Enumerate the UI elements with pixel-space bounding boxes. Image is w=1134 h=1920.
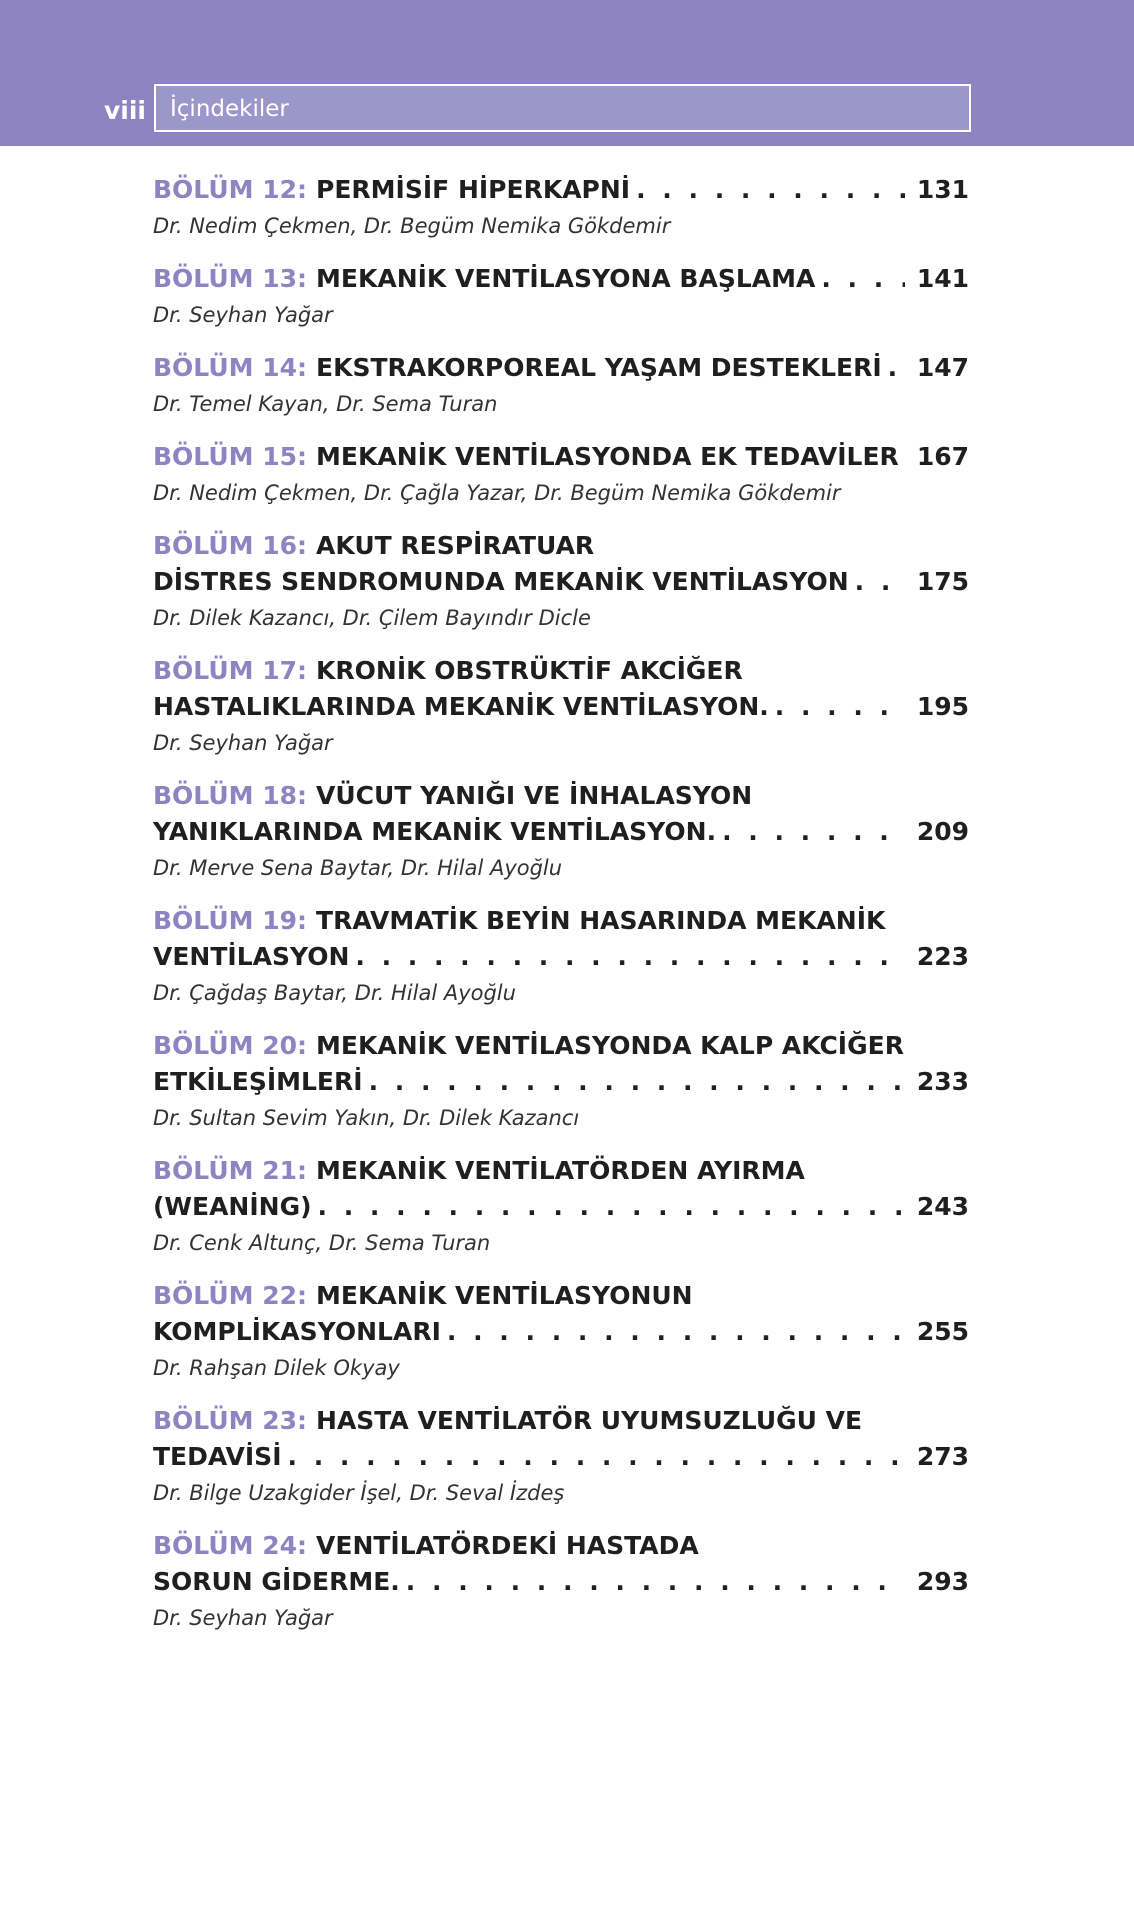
chapter-title: VÜCUT YANIĞI VE İNHALASYON xyxy=(316,781,753,810)
toc-entry[interactable] xyxy=(153,1153,969,1261)
chapter-title: VENTİLASYON xyxy=(153,942,350,971)
toc-entry[interactable] xyxy=(153,350,969,422)
toc-title-line xyxy=(153,528,969,564)
chapter-label: BÖLÜM 23: xyxy=(153,1406,308,1435)
section-title-box xyxy=(154,84,971,132)
chapter-page-number: 223 xyxy=(916,942,969,971)
chapter-title: (WEANİNG) xyxy=(153,1192,312,1221)
chapter-label: BÖLÜM 22: xyxy=(153,1281,308,1310)
dot-leader xyxy=(722,814,905,850)
toc-title-line xyxy=(153,1189,969,1225)
dot-leader xyxy=(821,261,904,297)
dot-leader xyxy=(775,689,905,725)
toc-title-line xyxy=(153,439,969,475)
chapter-authors: Dr. Rahşan Dilek Okyay xyxy=(153,1356,400,1380)
chapter-label: BÖLÜM 14: xyxy=(153,353,308,382)
toc-title-line xyxy=(153,1064,969,1100)
toc-entry[interactable] xyxy=(153,1278,969,1386)
toc-title-line xyxy=(153,261,969,297)
chapter-title: TRAVMATİK BEYİN HASARINDA MEKANİK xyxy=(316,906,886,935)
page-header xyxy=(0,0,1134,146)
toc-title-line xyxy=(153,564,969,600)
toc-title-line xyxy=(153,903,969,939)
toc-title-line xyxy=(153,778,969,814)
chapter-title: MEKANİK VENTİLATÖRDEN AYIRMA xyxy=(316,1156,805,1185)
chapter-label: BÖLÜM 16: xyxy=(153,531,308,560)
toc-title-line xyxy=(153,1153,969,1189)
chapter-title: MEKANİK VENTİLASYONDA EK TEDAVİLER xyxy=(316,442,899,471)
chapter-title: TEDAVİSİ xyxy=(153,1442,282,1471)
toc-title-line xyxy=(153,1314,969,1350)
chapter-title: KRONİK OBSTRÜKTİF AKCİĞER xyxy=(316,656,743,685)
chapter-label: BÖLÜM 19: xyxy=(153,906,308,935)
chapter-label: BÖLÜM 17: xyxy=(153,656,308,685)
chapter-authors: Dr. Bilge Uzakgider İşel, Dr. Seval İzdeş xyxy=(153,1481,565,1505)
toc-title-line xyxy=(153,172,969,208)
toc-entry[interactable] xyxy=(153,778,969,886)
dot-leader xyxy=(447,1314,905,1350)
dot-leader xyxy=(855,564,905,600)
toc-title-line xyxy=(153,814,969,850)
chapter-authors: Dr. Nedim Çekmen, Dr. Çağla Yazar, Dr. Begüm Nemika Gökdemir xyxy=(153,481,841,505)
chapter-authors: Dr. Seyhan Yağar xyxy=(153,1606,333,1630)
toc-title-line xyxy=(153,939,969,975)
toc-entry[interactable] xyxy=(153,172,969,244)
toc-entry[interactable] xyxy=(153,439,969,511)
toc-entry[interactable] xyxy=(153,528,969,636)
chapter-label: BÖLÜM 12: xyxy=(153,175,308,204)
chapter-page-number: 131 xyxy=(916,175,969,204)
chapter-page-number: 273 xyxy=(916,1442,969,1471)
dot-leader xyxy=(636,172,905,208)
chapter-authors: Dr. Çağdaş Baytar, Dr. Hilal Ayoğlu xyxy=(153,981,516,1005)
toc-entry[interactable] xyxy=(153,903,969,1011)
chapter-label: BÖLÜM 20: xyxy=(153,1031,308,1060)
chapter-title: HASTA VENTİLATÖR UYUMSUZLUĞU VE xyxy=(316,1406,863,1435)
chapter-label: BÖLÜM 24: xyxy=(153,1531,308,1560)
chapter-page-number: 209 xyxy=(916,817,969,846)
chapter-title: ETKİLEŞİMLERİ xyxy=(153,1067,363,1096)
page-number: viii xyxy=(104,96,147,125)
toc-title-line xyxy=(153,1439,969,1475)
chapter-label: BÖLÜM 18: xyxy=(153,781,308,810)
chapter-authors: Dr. Sultan Sevim Yakın, Dr. Dilek Kazancı xyxy=(153,1106,580,1130)
toc-title-line xyxy=(153,653,969,689)
chapter-page-number: 167 xyxy=(916,442,969,471)
toc-title-line xyxy=(153,350,969,386)
chapter-page-number: 243 xyxy=(916,1192,969,1221)
chapter-authors: Dr. Seyhan Yağar xyxy=(153,303,333,327)
chapter-page-number: 175 xyxy=(916,567,969,596)
chapter-title: PERMİSİF HİPERKAPNİ xyxy=(316,175,631,204)
chapter-title: MEKANİK VENTİLASYONUN xyxy=(316,1281,693,1310)
chapter-label: BÖLÜM 13: xyxy=(153,264,308,293)
toc-title-line xyxy=(153,1528,969,1564)
toc-title-line xyxy=(153,1278,969,1314)
chapter-title: MEKANİK VENTİLASYONA BAŞLAMA xyxy=(316,264,816,293)
chapter-page-number: 147 xyxy=(916,353,969,382)
chapter-title: MEKANİK VENTİLASYONDA KALP AKCİĞER xyxy=(316,1031,904,1060)
dot-leader xyxy=(888,350,905,386)
chapter-title: YANIKLARINDA MEKANİK VENTİLASYON. xyxy=(153,817,717,846)
chapter-authors: Dr. Cenk Altunç, Dr. Sema Turan xyxy=(153,1231,491,1255)
chapter-title: EKSTRAKORPOREAL YAŞAM DESTEKLERİ xyxy=(316,353,882,382)
dot-leader xyxy=(288,1439,905,1475)
toc-entry[interactable] xyxy=(153,653,969,761)
chapter-title: AKUT RESPİRATUAR xyxy=(316,531,595,560)
dot-leader xyxy=(355,939,904,975)
chapter-title: HASTALIKLARINDA MEKANİK VENTİLASYON. xyxy=(153,692,769,721)
chapter-authors: Dr. Seyhan Yağar xyxy=(153,731,333,755)
chapter-page-number: 141 xyxy=(916,264,969,293)
section-title: İçindekiler xyxy=(170,96,289,122)
chapter-page-number: 293 xyxy=(916,1567,969,1596)
dot-leader xyxy=(318,1189,905,1225)
chapter-authors: Dr. Dilek Kazancı, Dr. Çilem Bayındır Dicle xyxy=(153,606,591,630)
chapter-page-number: 233 xyxy=(916,1067,969,1096)
chapter-page-number: 255 xyxy=(916,1317,969,1346)
toc-entry[interactable] xyxy=(153,1403,969,1511)
chapter-label: BÖLÜM 15: xyxy=(153,442,308,471)
toc-title-line xyxy=(153,689,969,725)
toc-title-line xyxy=(153,1028,969,1064)
toc-title-line xyxy=(153,1564,969,1600)
chapter-authors: Dr. Merve Sena Baytar, Dr. Hilal Ayoğlu xyxy=(153,856,563,880)
chapter-label: BÖLÜM 21: xyxy=(153,1156,308,1185)
chapter-title: SORUN GİDERME. xyxy=(153,1567,400,1596)
toc-entry[interactable] xyxy=(153,261,969,333)
toc-entry[interactable] xyxy=(153,1028,969,1136)
chapter-page-number: 195 xyxy=(916,692,969,721)
toc-title-line xyxy=(153,1403,969,1439)
dot-leader xyxy=(369,1064,905,1100)
chapter-title: DİSTRES SENDROMUNDA MEKANİK VENTİLASYON xyxy=(153,567,849,596)
chapter-title: KOMPLİKASYONLARI xyxy=(153,1317,441,1346)
chapter-authors: Dr. Nedim Çekmen, Dr. Begüm Nemika Gökdemir xyxy=(153,214,671,238)
dot-leader xyxy=(406,1564,905,1600)
toc-entry[interactable] xyxy=(153,1528,969,1636)
chapter-authors: Dr. Temel Kayan, Dr. Sema Turan xyxy=(153,392,498,416)
chapter-title: VENTİLATÖRDEKİ HASTADA xyxy=(316,1531,699,1560)
table-of-contents xyxy=(153,172,969,1653)
